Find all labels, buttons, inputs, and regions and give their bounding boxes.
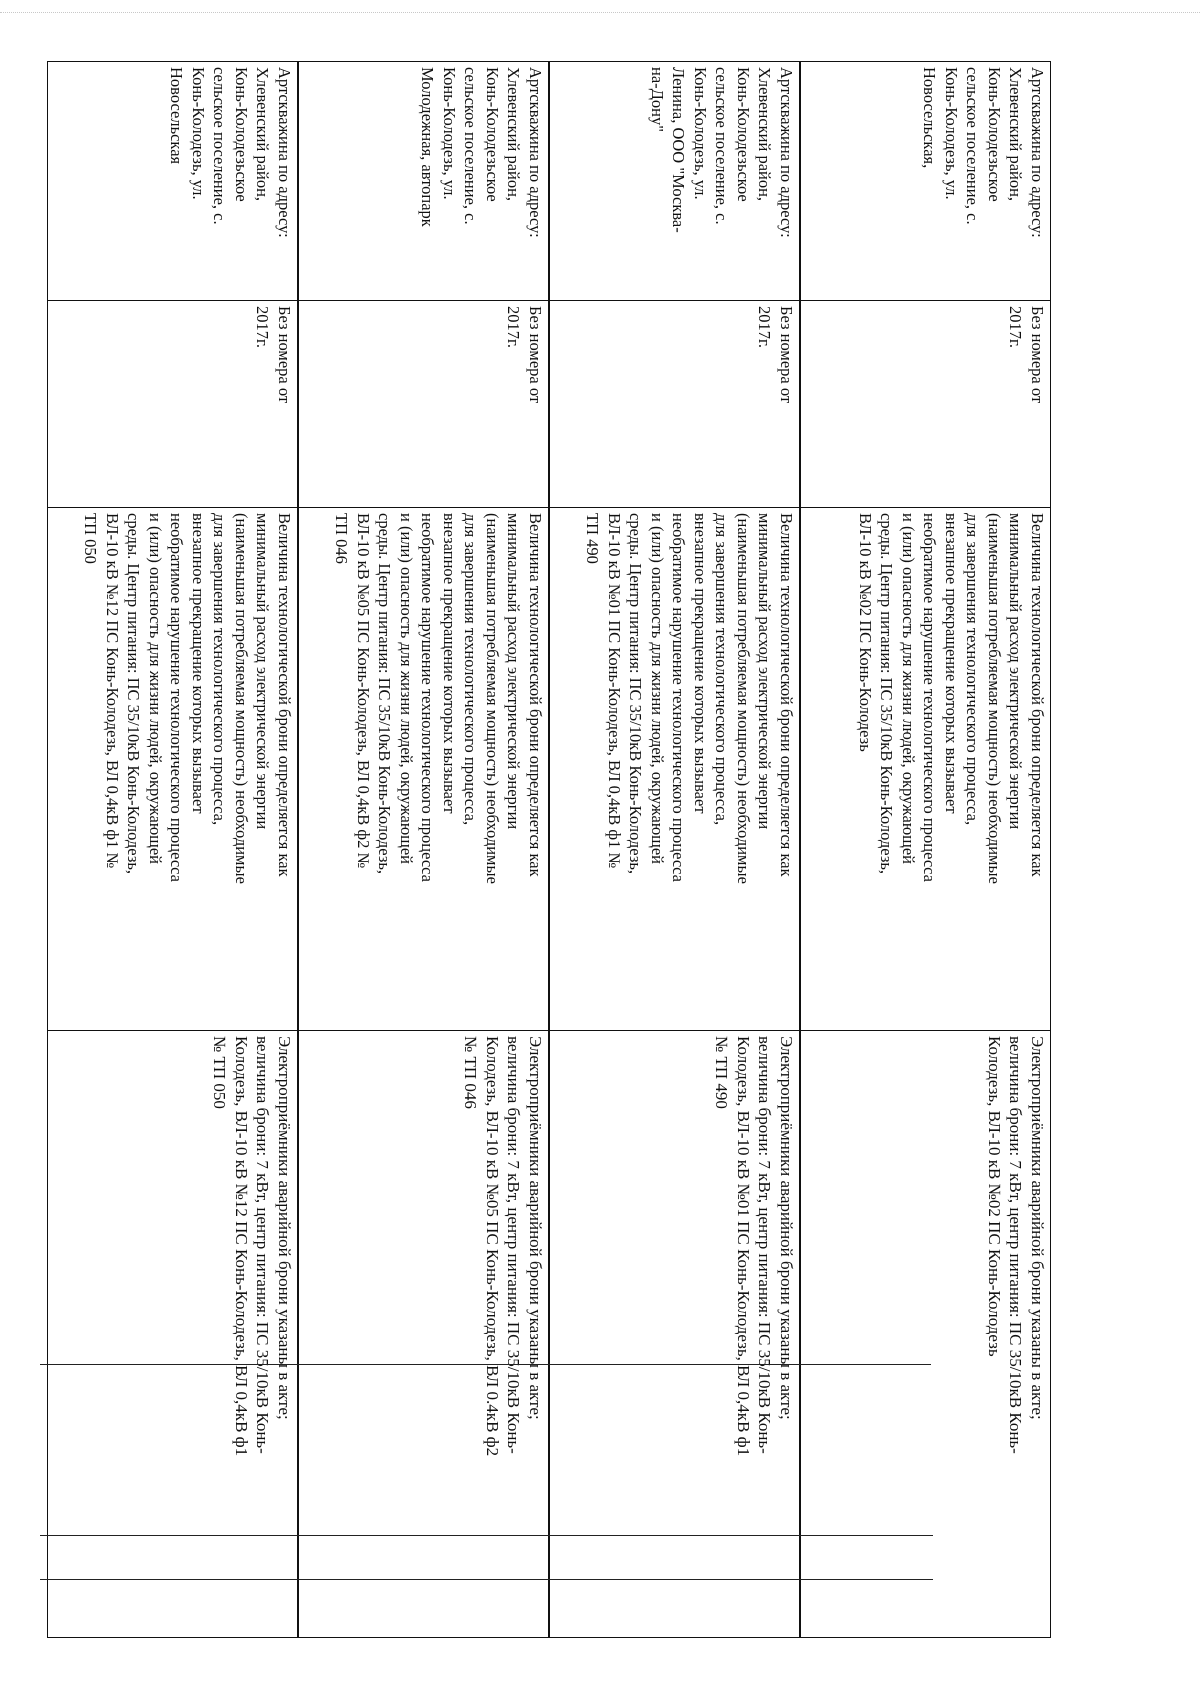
- cell-text-line: Конь-Колодезьское: [483, 67, 502, 202]
- cell-text-line: Электроприёмники аварийной брони указаны в акте;: [1028, 1036, 1047, 1420]
- cell-text-line: (наименьшая потребляемая мощность) необходимые: [483, 513, 502, 884]
- horizontal-rule: [40, 1579, 933, 1580]
- cell-text-line: Хлевенский район,: [504, 67, 524, 202]
- cell-text-line: среды. Центр питания: ПС 35/10кВ Конь-Колодезь,: [626, 513, 646, 874]
- cell-text-line: Величина технологической брони определяется как: [526, 513, 545, 877]
- cell-text-line: 2017г.: [253, 306, 273, 349]
- cell-text-line: необратимое нарушение технологического процесса: [167, 513, 187, 882]
- cell-text-line: Без номера от: [1028, 306, 1047, 404]
- cell-text-line: величина брони: 7 кВт, центр питания: ПС 35/10кВ Конь-: [253, 1036, 273, 1454]
- cell-text-line: Конь-Колодезь, ул.: [189, 67, 208, 200]
- cell-text-line: Конь-Колодезьское: [985, 67, 1004, 202]
- cell-text-line: 2017г.: [1006, 306, 1026, 349]
- cell-text-line: Величина технологической брони определяется как: [275, 513, 294, 877]
- cell-text-line: минимальный расход электрической энергии: [755, 513, 775, 830]
- cell-text-line: внезапное прекращение которых вызывает: [440, 513, 459, 814]
- emergency-reserve-cell: [298, 1030, 549, 1638]
- rotated-table-frame: [47, 61, 1051, 1638]
- address-cell: [800, 61, 1051, 301]
- cell-text-line: и (или) опасность для жизни людей, окружающей: [648, 513, 667, 865]
- cell-text-line: среды. Центр питания: ПС 35/10кВ Конь-Колодезь,: [877, 513, 897, 874]
- cell-text-line: 2017г.: [755, 306, 775, 349]
- cell-text-line: № ТП 490: [712, 1036, 732, 1109]
- cell-text-line: Ленина, ООО "Москва-: [669, 67, 689, 233]
- cell-text-line: Без номера от: [526, 306, 545, 404]
- cell-text-line: Без номера от: [275, 306, 294, 404]
- cell-text-line: сельское поселение, с.: [461, 67, 481, 225]
- cell-text-line: Колодезь, ВЛ-10 кВ №05 ПС Конь-Колодезь, ВЛ 0.4кВ ф2: [483, 1036, 502, 1457]
- cell-text-line: Артскважина по адресу:: [275, 67, 294, 238]
- cell-text-line: № ТП 050: [210, 1036, 230, 1109]
- cell-text-line: (наименьшая потребляемая мощность) необходимые: [734, 513, 753, 884]
- cell-text-line: Колодезь, ВЛ-10 кВ №01 ПС Конь-Колодезь, ВЛ 0,4кВ ф1: [734, 1036, 753, 1457]
- cell-text-line: на-Дону": [648, 67, 667, 132]
- table-row: [800, 61, 1051, 1638]
- cell-text-line: Хлевенский район,: [253, 67, 273, 202]
- document-cell: [47, 300, 298, 508]
- cell-text-line: сельское поселение, с.: [712, 67, 732, 225]
- cell-text-line: Молодежная, автопарк: [418, 67, 438, 227]
- address-cell: [298, 61, 549, 301]
- cell-text-line: ТП 050: [81, 513, 101, 564]
- cell-text-line: Хлевенский район,: [755, 67, 775, 202]
- document-cell: [800, 300, 1051, 508]
- power-reserve-table: [47, 61, 1051, 1638]
- emergency-reserve-cell: [800, 1030, 1051, 1638]
- cell-text-line: Артскважина по адресу:: [777, 67, 796, 238]
- cell-text-line: ТП 490: [583, 513, 603, 564]
- cell-text-line: минимальный расход электрической энергии: [504, 513, 524, 830]
- cell-text-line: сельское поселение, с.: [210, 67, 230, 225]
- cell-text-line: Конь-Колодезьское: [734, 67, 753, 202]
- cell-text-line: Колодезь, ВЛ-10 кВ №12 ПС Конь-Колодезь, ВЛ 0,4кВ ф1: [232, 1036, 251, 1457]
- table-row: [549, 61, 800, 1638]
- cell-text-line: величина брони: 7 кВт, центр питания: ПС 35/10кВ Конь-: [1006, 1036, 1026, 1454]
- cell-text-line: минимальный расход электрической энергии: [253, 513, 273, 830]
- cell-text-line: необратимое нарушение технологического процесса: [418, 513, 438, 882]
- cell-text-line: ВЛ-10 кВ №02 ПС Конь-Колодезь: [856, 513, 875, 752]
- cell-text-line: необратимое нарушение технологического процесса: [669, 513, 689, 882]
- cell-text-line: Электроприёмники аварийной брони указаны в акте;: [275, 1036, 294, 1420]
- cell-text-line: Артскважина по адресу:: [526, 67, 545, 238]
- technological-reserve-cell: [47, 507, 298, 1031]
- cell-text-line: Электроприёмники аварийной брони указаны в акте;: [526, 1036, 545, 1420]
- cell-text-line: ВЛ-10 кВ №01 ПС Конь-Колодезь, ВЛ 0,4кВ ф1 №: [605, 513, 624, 869]
- page-top-edge: [0, 12, 1200, 13]
- emergency-reserve-cell: [47, 1030, 298, 1638]
- cell-text-line: Новосельская: [167, 67, 187, 165]
- cell-text-line: сельское поселение, с.: [963, 67, 983, 225]
- cell-text-line: (наименьшая потребляемая мощность) необходимые: [232, 513, 251, 884]
- document-cell: [298, 300, 549, 508]
- table-row: [47, 61, 298, 1638]
- cell-text-line: (наименьшая потребляемая мощность) необходимые: [985, 513, 1004, 884]
- cell-text-line: № ТП 046: [461, 1036, 481, 1109]
- cell-text-line: Новосельская,: [920, 67, 940, 169]
- cell-text-line: и (или) опасность для жизни людей, окружающей: [397, 513, 416, 865]
- cell-text-line: среды. Центр питания: ПС 35/10кВ Конь-Колодезь,: [124, 513, 144, 874]
- technological-reserve-cell: [298, 507, 549, 1031]
- horizontal-rule: [40, 1535, 933, 1536]
- cell-text-line: для завершения технологического процесса,: [210, 513, 230, 826]
- cell-text-line: Конь-Колодезь, ул.: [440, 67, 459, 200]
- horizontal-rule: [40, 1364, 931, 1365]
- cell-text-line: Конь-Колодезьское: [232, 67, 251, 202]
- table-row: [298, 61, 549, 1638]
- cell-text-line: ВЛ-10 кВ №12 ПС Конь-Колодезь, ВЛ 0,4кВ ф1 №: [103, 513, 122, 869]
- cell-text-line: необратимое нарушение технологического процесса: [920, 513, 940, 882]
- cell-text-line: внезапное прекращение которых вызывает: [691, 513, 710, 814]
- cell-text-line: ВЛ-10 кВ №05 ПС Конь-Колодезь, ВЛ 0,4кВ ф2 №: [354, 513, 373, 869]
- cell-text-line: среды. Центр питания: ПС 35/10кВ Конь-Колодезь,: [375, 513, 395, 874]
- cell-text-line: и (или) опасность для жизни людей, окружающей: [146, 513, 165, 865]
- cell-text-line: Величина технологической брони определяется как: [777, 513, 796, 877]
- cell-text-line: для завершения технологического процесса,: [963, 513, 983, 826]
- cell-text-line: Электроприёмники аварийной брони указаны в акте;: [777, 1036, 796, 1420]
- cell-text-line: внезапное прекращение которых вызывает: [189, 513, 208, 814]
- cell-text-line: для завершения технологического процесса,: [461, 513, 481, 826]
- cell-text-line: минимальный расход электрической энергии: [1006, 513, 1026, 830]
- cell-text-line: Конь-Колодезь, ул.: [691, 67, 710, 200]
- cell-text-line: Хлевенский район,: [1006, 67, 1026, 202]
- cell-text-line: Конь-Колодезь, ул.: [942, 67, 961, 200]
- cell-text-line: Колодезь, ВЛ-10 кВ №02 ПС Конь-Колодезь: [985, 1036, 1004, 1357]
- cell-text-line: ТП 046: [332, 513, 352, 564]
- cell-text-line: Величина технологической брони определяется как: [1028, 513, 1047, 877]
- address-cell: [549, 61, 800, 301]
- cell-text-line: Без номера от: [777, 306, 796, 404]
- cell-text-line: для завершения технологического процесса,: [712, 513, 732, 826]
- cell-text-line: 2017г.: [504, 306, 524, 349]
- cell-text-line: и (или) опасность для жизни людей, окружающей: [899, 513, 918, 865]
- address-cell: [47, 61, 298, 301]
- cell-text-line: внезапное прекращение которых вызывает: [942, 513, 961, 814]
- document-cell: [549, 300, 800, 508]
- cell-text-line: Артскважина по адресу:: [1028, 67, 1047, 238]
- cell-text-line: величина брони: 7 кВт, центр питания: ПС 35/10кВ Конь-: [504, 1036, 524, 1454]
- cell-text-line: величина брони: 7 кВт, центр питания: ПС 35/10кВ Конь-: [755, 1036, 775, 1454]
- technological-reserve-cell: [800, 507, 1051, 1031]
- emergency-reserve-cell: [549, 1030, 800, 1638]
- technological-reserve-cell: [549, 507, 800, 1031]
